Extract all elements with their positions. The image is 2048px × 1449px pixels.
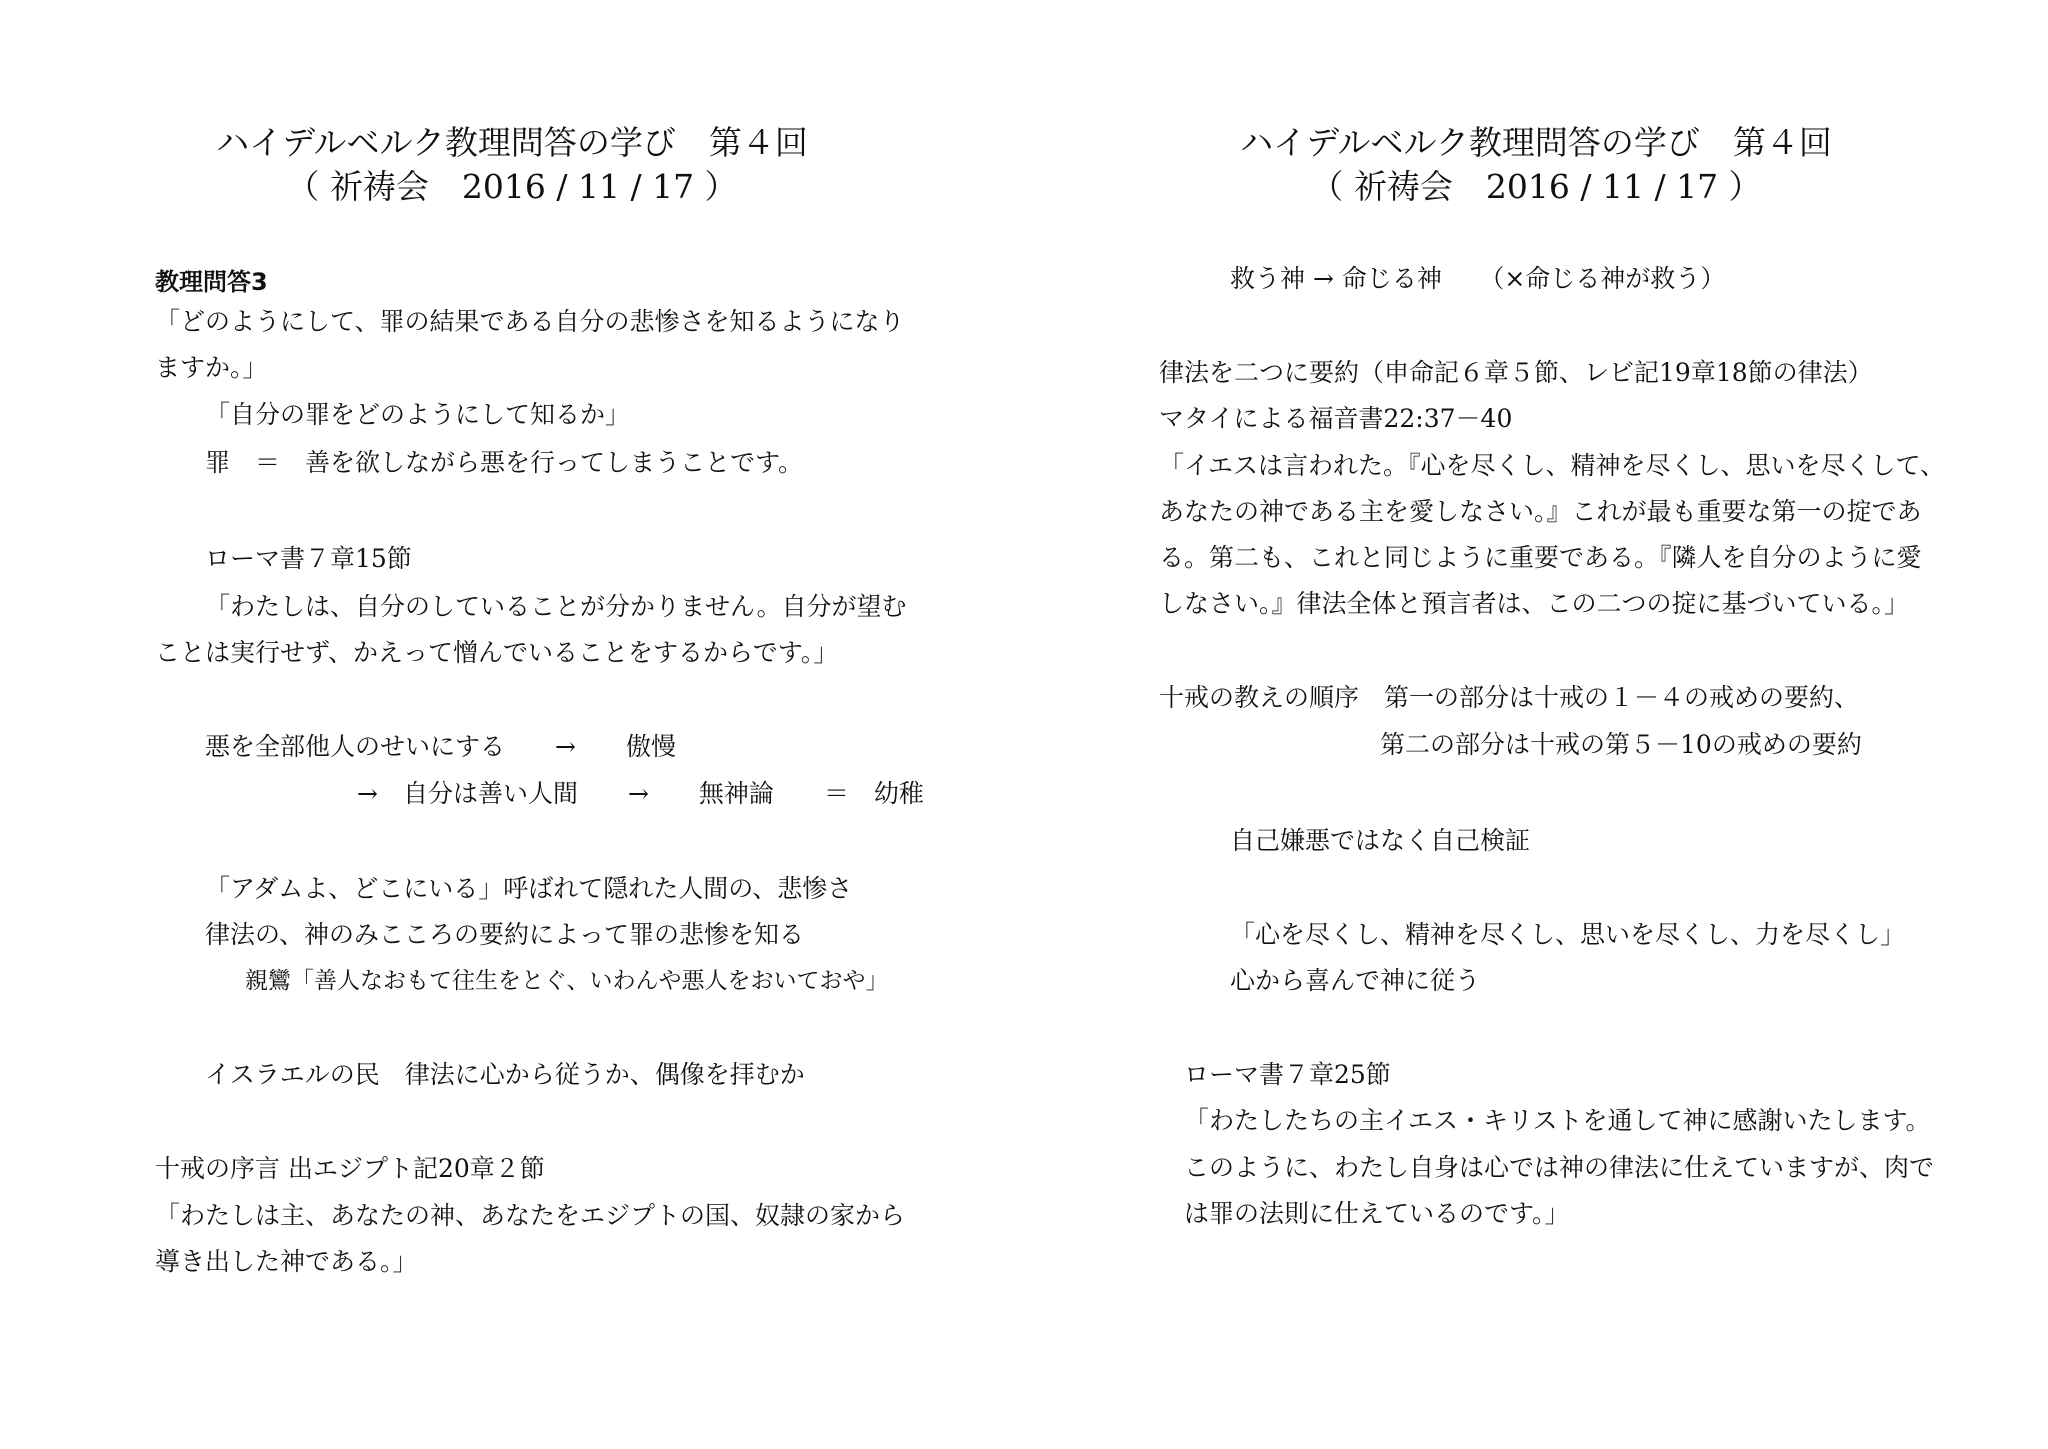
- text-line: 悪を全部他人のせいにする → 傲慢: [205, 732, 676, 761]
- text-line: ことは実行せず、かえって憎んでいることをするからです。」: [155, 638, 839, 667]
- text-line: 救う神 → 命じる神 （×命じる神が救う）: [1230, 264, 1726, 293]
- text-line: 律法の、神のみこころの要約によって罪の悲惨を知る: [205, 920, 805, 949]
- text-line: 導き出した神である。」: [155, 1247, 418, 1276]
- text-line: このように、わたし自身は心では神の律法に仕えていますが、肉で: [1184, 1153, 1935, 1182]
- text-line: 律法を二つに要約（申命記６章５節、レビ記19章18節の律法）: [1159, 358, 1873, 387]
- text-line: 「イエスは言われた。『心を尽くし、精神を尽くし、思いを尽くして、: [1159, 451, 1946, 480]
- text-line: しなさい。』律法全体と預言者は、この二つの掟に基づいている。」: [1159, 589, 1910, 618]
- text-line: 「わたしたちの主イエス・キリストを通して神に感謝いたします。: [1184, 1106, 1931, 1135]
- text-line: 十戒の序言 出エジプト記20章２節: [155, 1154, 545, 1183]
- text-line: → 自分は善い人間 → 無神論 ＝ 幼稚: [357, 779, 924, 808]
- text-line: る。第二も、これと同じように重要である。『隣人を自分のように愛: [1159, 543, 1922, 572]
- text-line: は罪の法則に仕えているのです。」: [1184, 1199, 1570, 1228]
- text-line: 十戒の教えの順序 第一の部分は十戒の１－４の戒めの要約、: [1159, 683, 1860, 712]
- section-heading: 教理問答3: [155, 268, 268, 296]
- text-line: 第二の部分は十戒の第５－10の戒めの要約: [1380, 730, 1862, 759]
- text-line: ローマ書７章25節: [1184, 1060, 1391, 1089]
- text-line: 「アダムよ、どこにいる」呼ばれて隠れた人間の、悲惨さ: [205, 874, 853, 903]
- text-line: 「わたしは、自分のしていることが分かりません。自分が望む: [205, 592, 907, 621]
- text-line: ますか。」: [155, 353, 268, 382]
- text-line: 自己嫌悪ではなく自己検証: [1230, 826, 1531, 855]
- text-line: ローマ書７章15節: [205, 544, 412, 573]
- text-line: 「自分の罪をどのようにして知るか」: [205, 400, 631, 429]
- text-line: マタイによる福音書22:37－40: [1159, 404, 1513, 433]
- text-line: 「わたしは主、あなたの神、あなたをエジプトの国、奴隷の家から: [155, 1201, 906, 1230]
- page-title: ハイデルベルク教理問答の学び 第４回: [216, 123, 808, 162]
- page-subtitle-date: （ 祈祷会 2016 / 11 / 17 ）: [286, 167, 738, 206]
- text-line: イスラエルの民 律法に心から従うか、偶像を拝むか: [205, 1060, 805, 1089]
- text-line: 罪 ＝ 善を欲しながら悪を行ってしまうことです。: [205, 448, 804, 477]
- text-line: あなたの神である主を愛しなさい。』これが最も重要な第一の掟であ: [1159, 497, 1922, 526]
- text-line: 親鸞「善人なおもて往生をとぐ、いわんや悪人をおいておや」: [245, 968, 889, 994]
- page-title: ハイデルベルク教理問答の学び 第４回: [1240, 123, 1832, 162]
- page-subtitle-date: （ 祈祷会 2016 / 11 / 17 ）: [1310, 167, 1762, 206]
- text-line: 「心を尽くし、精神を尽くし、思いを尽くし、力を尽くし」: [1230, 920, 1906, 949]
- text-line: 心から喜んで神に従う: [1230, 966, 1481, 995]
- right-page: [1024, 0, 2048, 1449]
- text-line: 「どのようにして、罪の結果である自分の悲惨さを知るようになり: [155, 307, 905, 336]
